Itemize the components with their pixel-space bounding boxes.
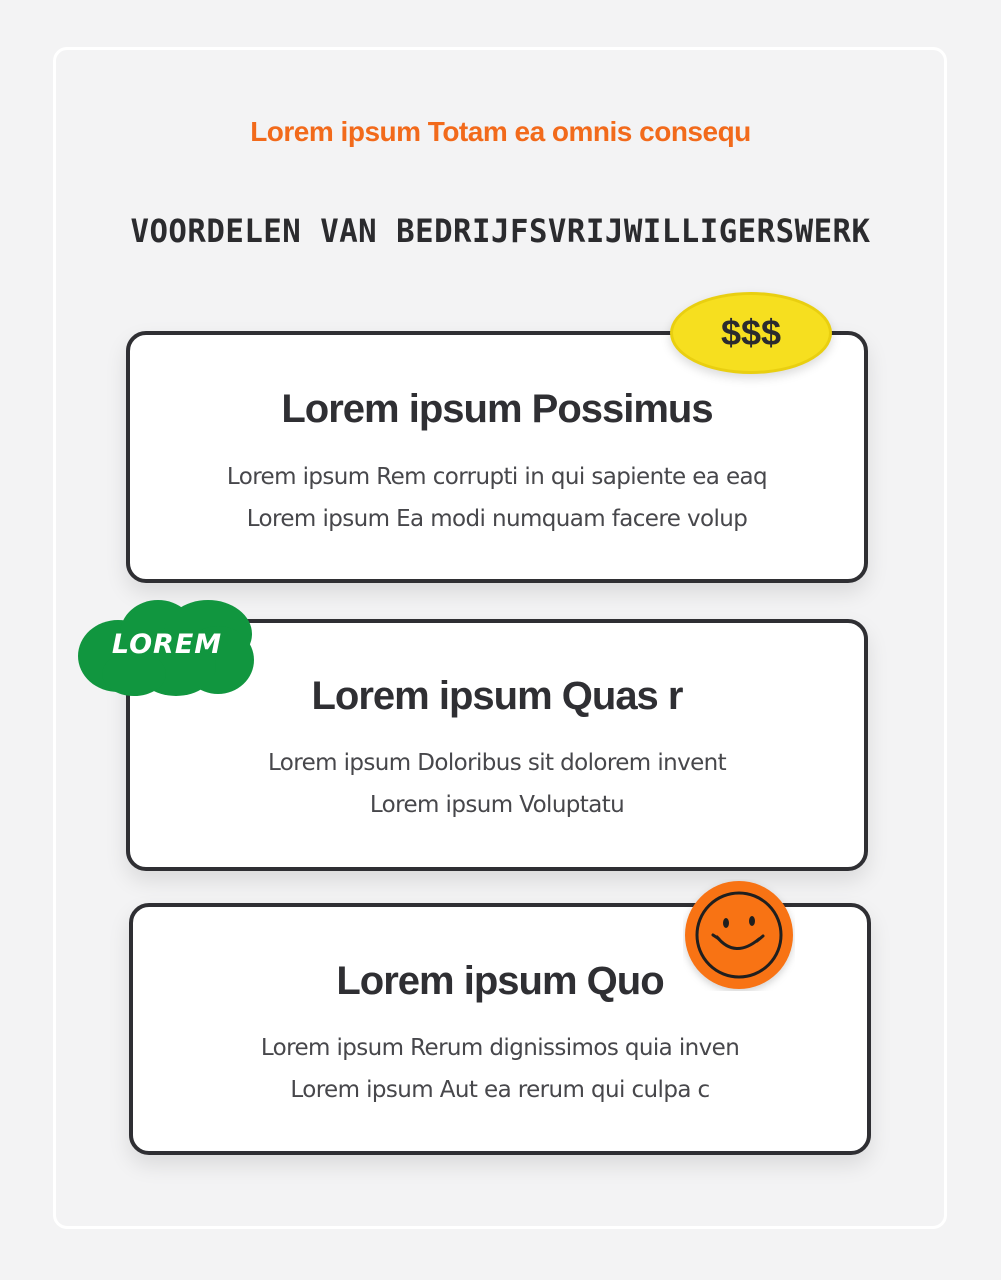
lorem-badge-label: LOREM <box>111 629 223 660</box>
lorem-badge <box>76 596 258 700</box>
card-heading: Lorem ipsum Quo <box>336 959 664 1003</box>
card-text-line-2: Lorem ipsum Aut ea rerum qui culpa c <box>290 1077 710 1103</box>
card-text-line-1: Lorem ipsum Doloribus sit dolorem invent <box>267 750 727 776</box>
card-text-line-2: Lorem ipsum Voluptatu <box>369 792 625 818</box>
page-title: VOORDELEN VAN BEDRIJFSVRIJWILLIGERSWERK <box>130 212 871 250</box>
card-heading: Lorem ipsum Possimus <box>281 387 713 431</box>
card-heading: Lorem ipsum Quas r <box>311 674 683 718</box>
smiley-face-icon <box>683 879 795 991</box>
money-badge: $$$ <box>670 292 832 374</box>
card-text-line-1: Lorem ipsum Rerum dignissimos quia inven <box>260 1035 740 1061</box>
card-text-line-1: Lorem ipsum Rem corrupti in qui sapiente ea eaq <box>226 464 768 490</box>
card-text-line-2: Lorem ipsum Ea modi numquam facere volup <box>246 506 748 532</box>
eyebrow-text: Lorem ipsum Totam ea omnis consequ <box>250 116 751 147</box>
